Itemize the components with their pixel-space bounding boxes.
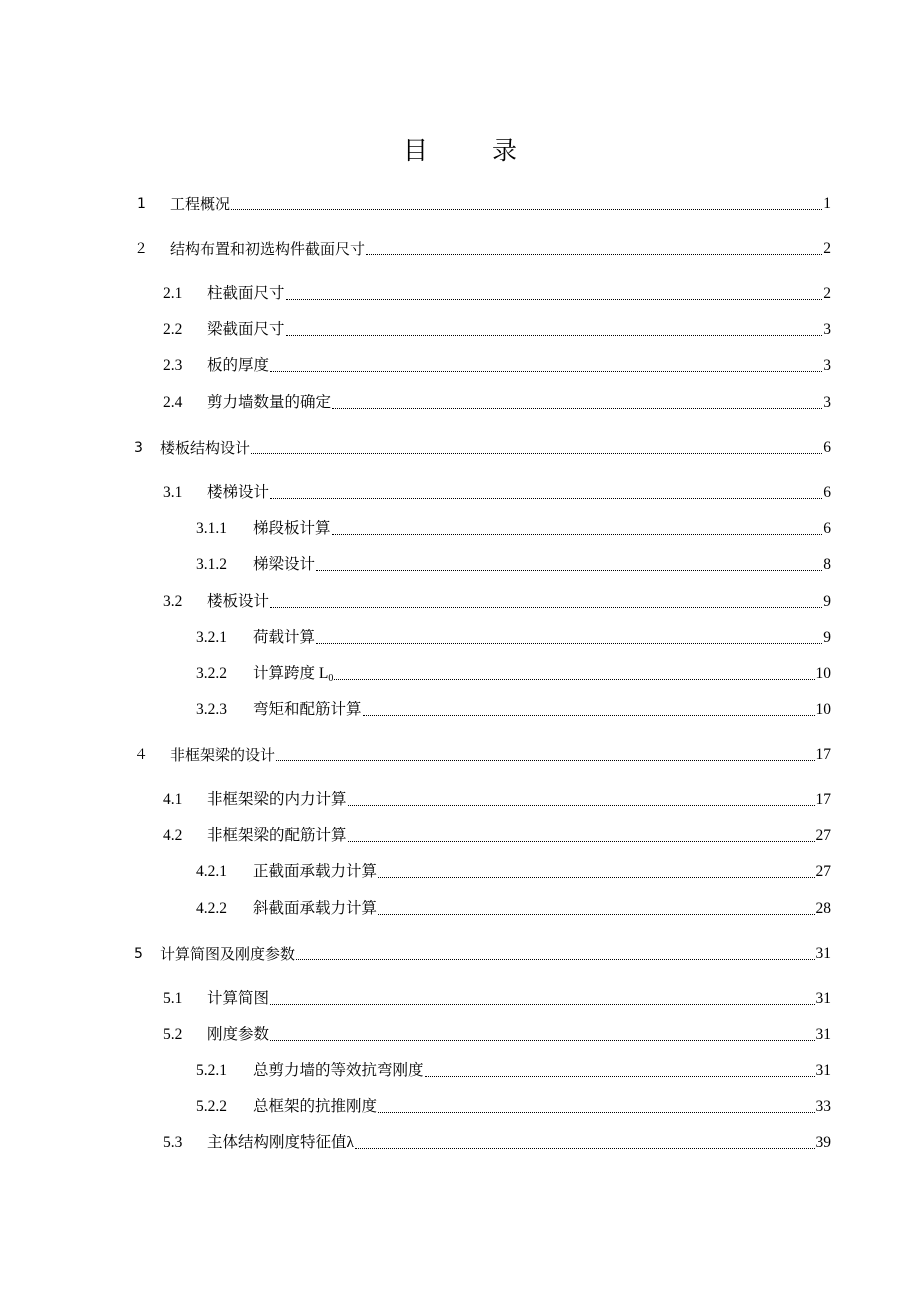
dot-leader (348, 841, 815, 842)
toc-entry[interactable] (0, 897, 920, 919)
toc-number: 5.2.2 (196, 1098, 227, 1115)
toc-page-number: 6 (823, 439, 831, 456)
toc-number: 2.3 (163, 357, 183, 374)
toc-page-number: 9 (823, 593, 831, 610)
toc-number: 3.2 (163, 593, 183, 610)
toc-page-number: 2 (823, 285, 831, 302)
toc-number: 5 (134, 946, 143, 962)
toc-title: 总剪力墙的等效抗弯刚度 (253, 1062, 424, 1079)
toc-page-number: 8 (823, 556, 831, 573)
toc-title: 总框架的抗推刚度 (253, 1098, 378, 1115)
toc-title: 计算简图 (207, 990, 270, 1007)
toc-entry[interactable] (0, 192, 920, 214)
dot-leader (366, 254, 822, 255)
dot-leader (332, 408, 822, 409)
dot-leader (355, 1148, 814, 1149)
toc-page-number: 3 (823, 357, 831, 374)
toc-entry[interactable] (0, 824, 920, 846)
toc-title: 荷载计算 (253, 629, 316, 646)
toc-number: 1 (137, 196, 146, 212)
toc-number: ２ (134, 241, 148, 257)
toc-number: 3.2.1 (196, 629, 227, 646)
toc-page-number: 2 (823, 240, 831, 257)
toc-page-number: 6 (823, 520, 831, 537)
toc-title: 板的厚度 (207, 357, 270, 374)
toc-number: 3.1.2 (196, 556, 227, 573)
toc-entry[interactable] (0, 860, 920, 882)
toc-page-number: 39 (815, 1134, 831, 1151)
toc-title: 工程概况 (170, 195, 231, 213)
toc-page-number: 9 (823, 629, 831, 646)
toc-title: 弯矩和配筋计算 (253, 701, 362, 718)
dot-leader (276, 760, 814, 761)
toc-entry[interactable] (0, 318, 920, 340)
toc-number: 5.3 (163, 1134, 183, 1151)
toc-entry[interactable] (0, 626, 920, 648)
toc-page-number: 17 (815, 791, 831, 808)
dot-leader (270, 1004, 814, 1005)
toc-title-text: 计算跨度 L (253, 665, 329, 682)
toc-number: 5.1 (163, 990, 183, 1007)
toc-title: 梁截面尺寸 (207, 321, 285, 338)
toc-page-number: 3 (823, 321, 831, 338)
toc-number: 3.2.3 (196, 701, 227, 718)
toc-page-number: 10 (815, 701, 831, 718)
toc-entry[interactable] (0, 391, 920, 413)
toc-entry[interactable] (0, 698, 920, 720)
toc-title: 主体结构刚度特征值λ (207, 1134, 355, 1151)
dot-leader (348, 805, 815, 806)
dot-leader (270, 1040, 814, 1041)
toc-number: ４ (134, 747, 148, 763)
toc-page-number: 10 (815, 665, 831, 682)
toc-title: 楼板设计 (207, 593, 270, 610)
toc-title: 计算简图及刚度参数 (160, 945, 296, 963)
dot-leader (251, 453, 822, 454)
title-left-char: 目 (402, 136, 428, 165)
toc-page-number: 6 (823, 484, 831, 501)
toc-page-number: 28 (815, 900, 831, 917)
toc-number: 3.1 (163, 484, 183, 501)
page-title (0, 131, 920, 167)
toc-page-number: 33 (815, 1098, 831, 1115)
toc-number: 5.2 (163, 1026, 183, 1043)
dot-leader (363, 715, 815, 716)
dot-leader (378, 914, 814, 915)
toc-entry[interactable] (0, 743, 920, 765)
toc-page-number: 31 (815, 990, 831, 1007)
dot-leader (296, 959, 814, 960)
toc-entry[interactable] (0, 517, 920, 539)
toc-title: 楼板结构设计 (160, 439, 251, 457)
dot-leader (378, 877, 814, 878)
toc-entry[interactable] (0, 788, 920, 810)
toc-title: 非框架梁的内力计算 (207, 791, 347, 808)
toc-title (253, 664, 333, 684)
toc-page-number: 27 (815, 827, 831, 844)
subscript: 0 (328, 673, 334, 684)
toc-title: 非框架梁的配筋计算 (207, 827, 347, 844)
toc-title: 梯段板计算 (253, 520, 331, 537)
toc-number: 2.2 (163, 321, 183, 338)
dot-leader (425, 1076, 815, 1077)
dot-leader (270, 607, 822, 608)
toc-entry[interactable] (0, 553, 920, 575)
toc-page-number: 27 (815, 863, 831, 880)
dot-leader (270, 371, 822, 372)
dot-leader (286, 335, 823, 336)
dot-leader (270, 498, 822, 499)
toc-number: 3.1.1 (196, 520, 227, 537)
toc-title: 结构布置和初选构件截面尺寸 (170, 240, 366, 258)
dot-leader (316, 643, 822, 644)
toc-entry[interactable] (0, 662, 920, 684)
toc-entry[interactable] (0, 1095, 920, 1117)
toc-title: 剪力墙数量的确定 (207, 394, 332, 411)
dot-leader (286, 299, 823, 300)
toc-entry[interactable] (0, 282, 920, 304)
toc-title: 非框架梁的设计 (170, 746, 276, 764)
dot-leader (378, 1112, 814, 1113)
title-right-char: 录 (492, 136, 518, 165)
toc-entry[interactable] (0, 590, 920, 612)
dot-leader (332, 534, 823, 535)
toc-entry[interactable] (0, 1023, 920, 1045)
toc-page-number: 31 (815, 945, 831, 962)
toc-title: 斜截面承载力计算 (253, 900, 378, 917)
toc-title: 楼梯设计 (207, 484, 270, 501)
toc-entry[interactable] (0, 987, 920, 1009)
toc-number: 4.2.2 (196, 900, 227, 917)
toc-entry[interactable] (0, 942, 920, 964)
toc-number: 5.2.1 (196, 1062, 227, 1079)
toc-number: 3.2.2 (196, 665, 227, 682)
toc-number: 4.1 (163, 791, 183, 808)
toc-page-number: 3 (823, 394, 831, 411)
dot-leader (231, 209, 822, 210)
toc-page-number: 31 (815, 1062, 831, 1079)
toc-title: 刚度参数 (207, 1026, 270, 1043)
toc-page-number: 31 (815, 1026, 831, 1043)
toc-number: 4.2 (163, 827, 183, 844)
toc-number: 4.2.1 (196, 863, 227, 880)
toc-entry[interactable] (0, 237, 920, 259)
toc-entry[interactable] (0, 1131, 920, 1153)
toc-number: 3 (134, 440, 143, 456)
toc-number: 2.1 (163, 285, 183, 302)
toc-entry[interactable] (0, 354, 920, 376)
toc-title: 柱截面尺寸 (207, 285, 285, 302)
toc-title: 正截面承载力计算 (253, 863, 378, 880)
dot-leader (334, 679, 814, 680)
dot-leader (316, 570, 822, 571)
toc-entry[interactable] (0, 1059, 920, 1081)
toc-title: 梯梁设计 (253, 556, 316, 573)
toc-entry[interactable] (0, 481, 920, 503)
toc-number: 2.4 (163, 394, 183, 411)
toc-page-number: 1 (823, 195, 831, 212)
toc-page-number: 17 (815, 746, 831, 763)
toc-entry[interactable] (0, 436, 920, 458)
